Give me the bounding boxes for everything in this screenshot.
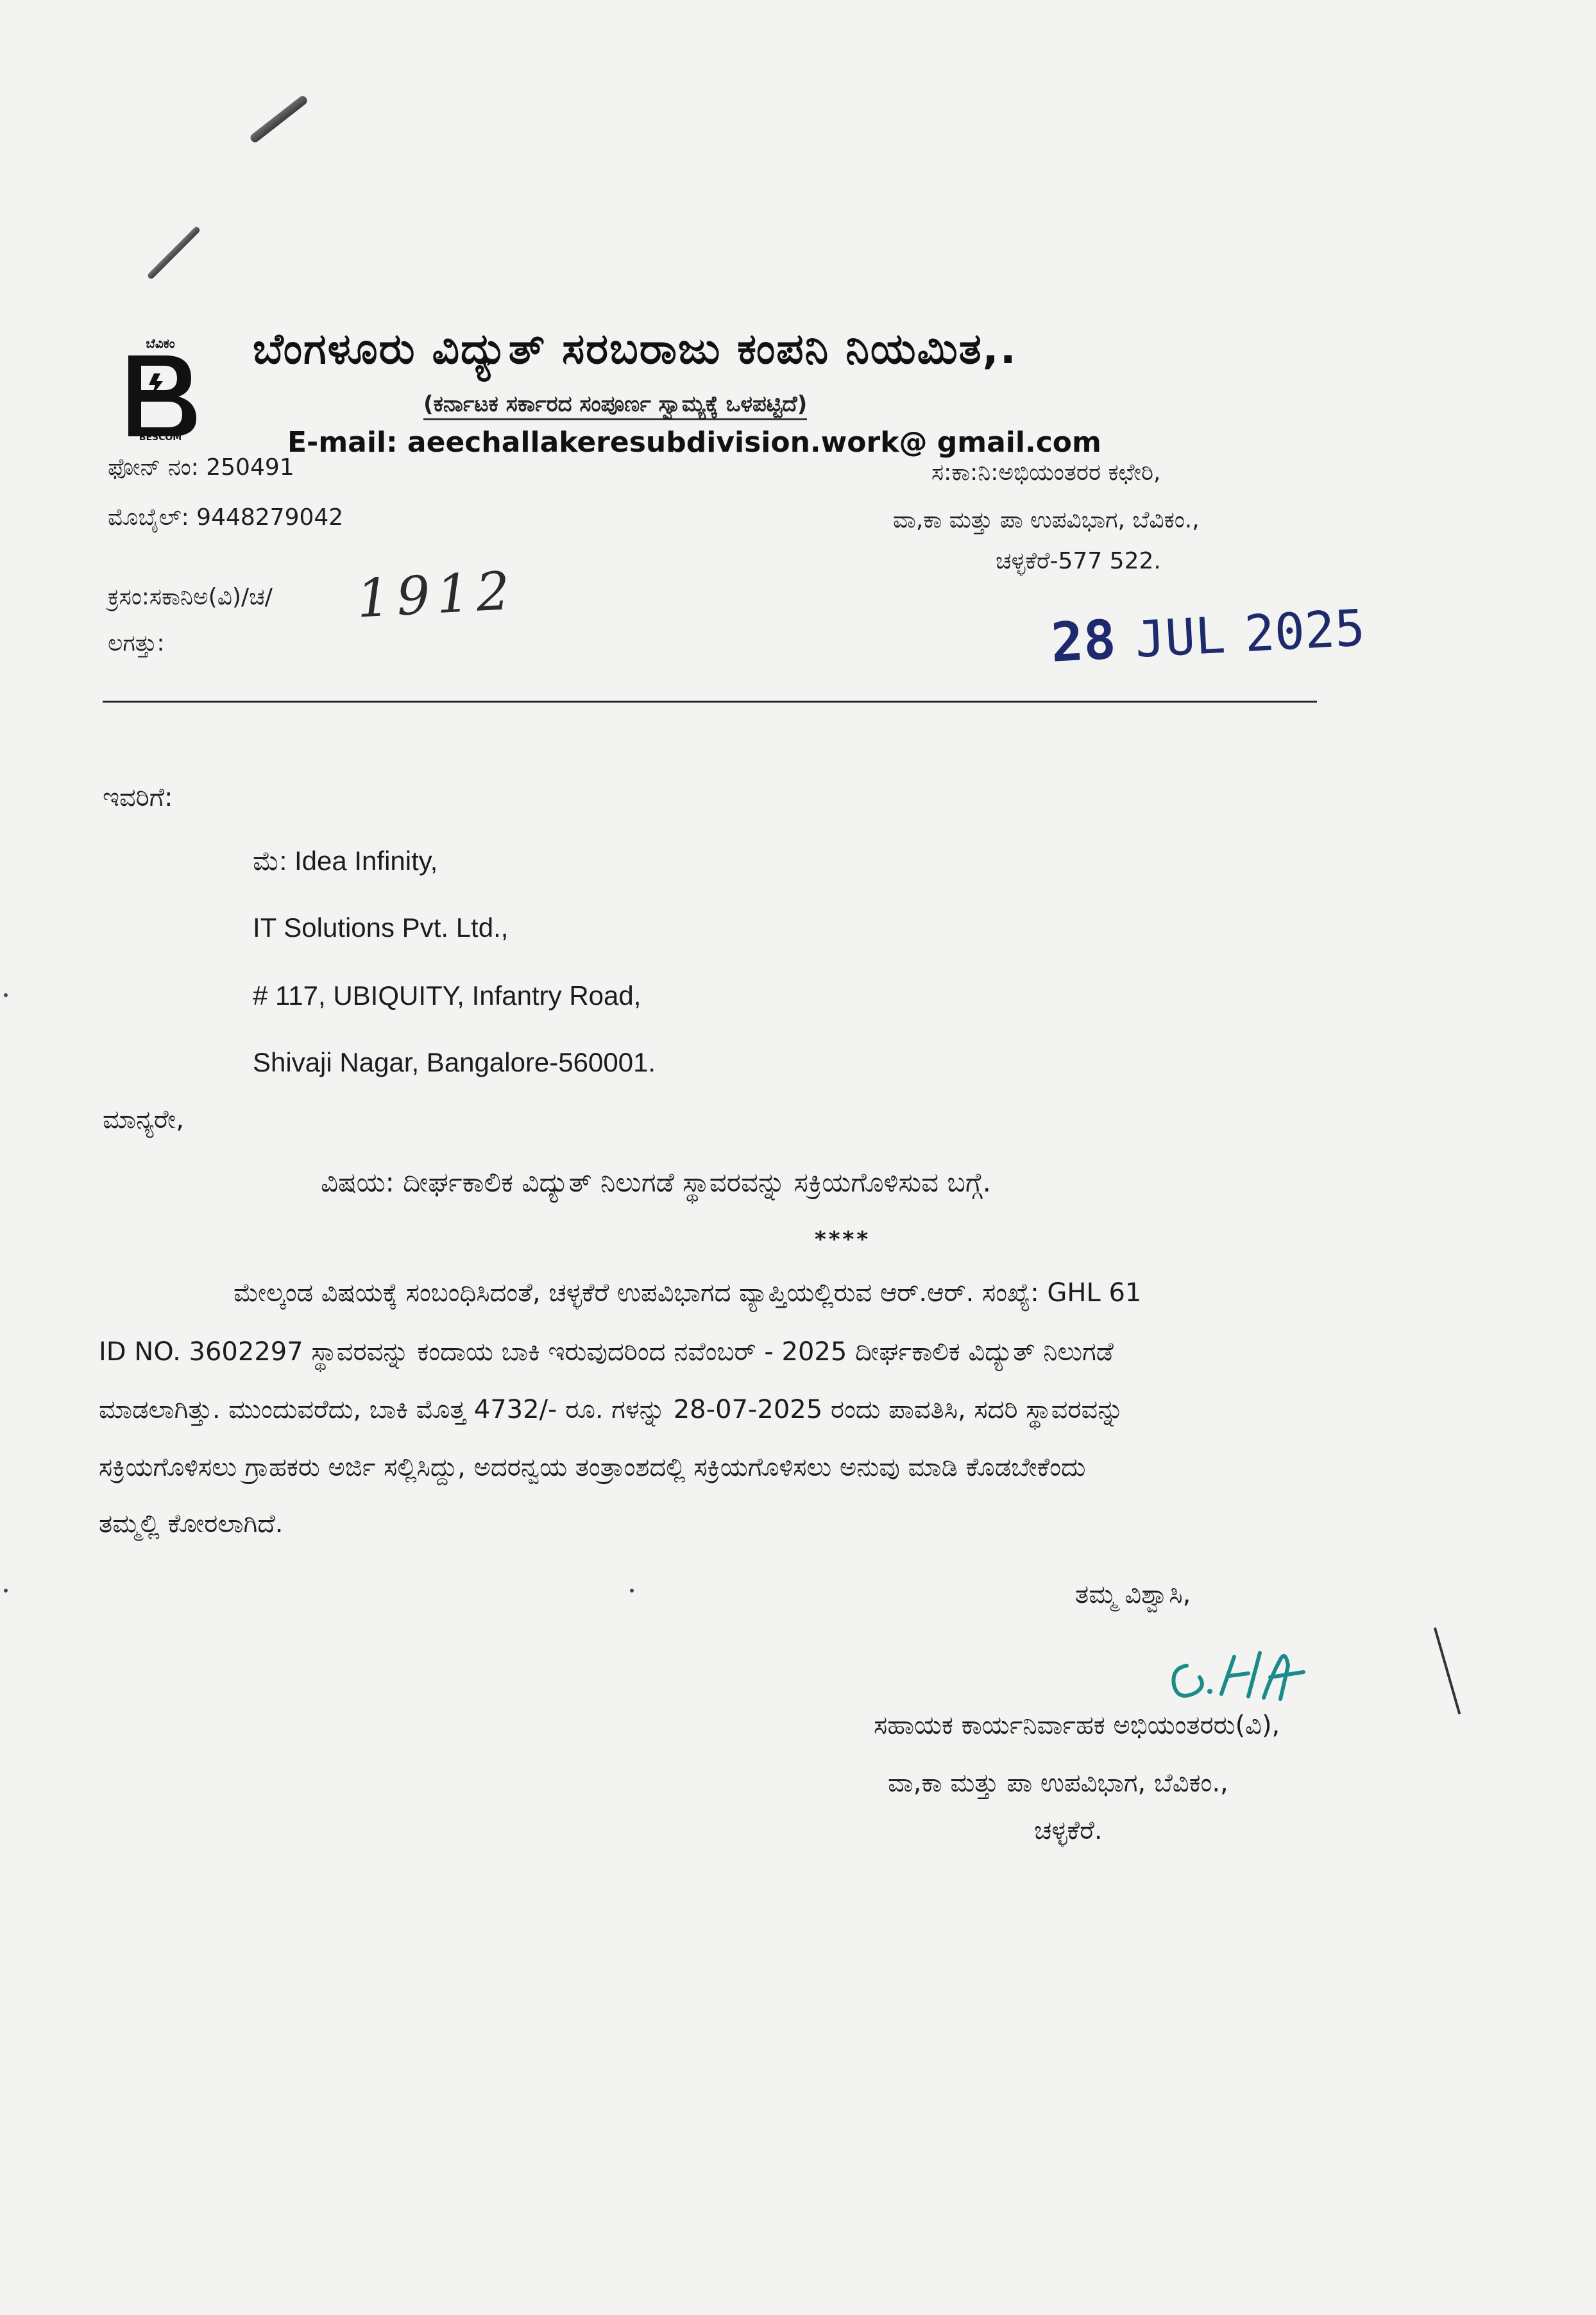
signatory-designation: ಸಹಾಯಕ ಕಾರ್ಯನಿರ್ವಾಹಕ ಅಭಿಯಂತರರು(ವಿ), bbox=[874, 1711, 1280, 1740]
signatory-office: ವಾ,ಕಾ ಮತ್ತು ಪಾ ಉಪವಿಭಾಗ, ಬೆವಿಕಂ., bbox=[888, 1768, 1228, 1798]
signatory-place: ಚಳ್ಳಕೆರೆ. bbox=[1034, 1816, 1103, 1845]
separator-stars: **** bbox=[815, 1227, 871, 1252]
date-stamp-month: JUL bbox=[1133, 606, 1227, 669]
date-stamp bbox=[1049, 595, 1366, 674]
body-line-5: ತಮ್ಮಲ್ಲಿ ಕೋರಲಾಗಿದೆ. bbox=[99, 1509, 284, 1539]
closing-text: ತಮ್ಮ ವಿಶ್ವಾಸಿ, bbox=[1075, 1580, 1191, 1609]
header-divider bbox=[103, 701, 1317, 703]
body-line-3: ಮಾಡಲಾಗಿತ್ತು. ಮುಂದುವರೆದು, ಬಾಕಿ ಮೊತ್ತ 4732/- ರೂ. ಗಳನ್ನು 28-07-2025 ರಂದು ಪಾವತಿಸಿ, ಸದರಿ ಸ್ಥಾವರವನ್ನು bbox=[99, 1395, 1124, 1424]
phone-number: ಫೋನ್ ನಂ: 250491 bbox=[108, 454, 294, 481]
body-line-4: ಸಕ್ರಿಯಗೊಳಿಸಲು ಗ್ರಾಹಕರು ಅರ್ಜಿ ಸಲ್ಲಿಸಿದ್ದು, ಅದರನ್ವಯ ತಂತ್ರಾಂಶದಲ್ಲಿ ಸಕ್ರಿಯಗೊಳಿಸಲು ಅನುವು ಮಾಡಿ ಕೊಡಬೇಕೆಂದು bbox=[99, 1453, 1086, 1482]
email-address: E-mail: aeechallakeresubdivision.work@ gmail.com bbox=[287, 426, 1101, 459]
date-stamp-year: 2025 bbox=[1243, 599, 1367, 663]
mobile-number: ಮೊಬೈಲ್: 9448279042 bbox=[108, 504, 344, 531]
bescom-logo bbox=[115, 334, 205, 441]
office-address-line2: ವಾ,ಕಾ ಮತ್ತು ಪಾ ಉಪವಿಭಾಗ, ಬೆವಿಕಂ., bbox=[893, 507, 1200, 533]
salutation: ಮಾನ್ಯರೇ, bbox=[103, 1105, 184, 1134]
subject-line: ವಿಷಯ: ದೀರ್ಘಕಾಲಿಕ ವಿದ್ಯುತ್ ನಿಲುಗಡೆ ಸ್ಥಾವರವನ್ನು ಸಕ್ರಿಯಗೊಳಿಸುವ ಬಗ್ಗೆ. bbox=[321, 1166, 992, 1198]
staple-pin-top bbox=[249, 94, 309, 144]
recipient-line2: IT Solutions Pvt. Ltd., bbox=[253, 912, 509, 943]
staple-pin-bottom bbox=[146, 226, 201, 280]
reference-label: ಕ್ರಸಂ:ಸಕಾನಿಅ(ವಿ)/ಚ/ bbox=[108, 584, 273, 610]
office-address-line3: ಚಳ್ಳಕೆರೆ-577 522. bbox=[996, 548, 1161, 574]
recipient-line4: Shivaji Nagar, Bangalore-560001. bbox=[253, 1047, 656, 1077]
speck bbox=[4, 1589, 8, 1593]
recipient-line1: ಮೆ: Idea Infinity, bbox=[253, 846, 438, 876]
speck bbox=[630, 1589, 634, 1593]
speck bbox=[4, 993, 8, 997]
svg-text:ಬೆವಿಕಂ: ಬೆವಿಕಂ bbox=[146, 336, 175, 351]
date-stamp-day: 28 bbox=[1049, 608, 1117, 674]
recipient-line3: # 117, UBIQUITY, Infantry Road, bbox=[253, 980, 641, 1011]
company-subtitle: (ಕರ್ನಾಟಕ ಸರ್ಕಾರದ ಸಂಪೂರ್ಣ ಸ್ವಾಮ್ಯಕ್ಕೆ ಒಳಪಟ್ಟಿದೆ) bbox=[423, 391, 807, 420]
handwritten-signature bbox=[1167, 1640, 1315, 1711]
to-label: ಇವರಿಗೆ: bbox=[103, 783, 173, 812]
reference-number-handwritten: 1912 bbox=[355, 560, 518, 630]
body-line-1: ಮೇಲ್ಕಂಡ ವಿಷಯಕ್ಕೆ ಸಂಬಂಧಿಸಿದಂತೆ, ಚಳ್ಳಕೆರೆ ಉಪವಿಭಾಗದ ವ್ಯಾಪ್ತಿಯಲ್ಲಿರುವ ಆರ್.ಆರ್. ಸಂಖ್ಯೆ: GHL 61 bbox=[233, 1278, 1142, 1308]
margin-tick-mark bbox=[1434, 1627, 1461, 1714]
logo-caption: BESCOM bbox=[139, 432, 182, 441]
body-line-2: ID NO. 3602297 ಸ್ಥಾವರವನ್ನು ಕಂದಾಯ ಬಾಕಿ ಇರುವುದರಿಂದ ನವೆಂಬರ್ - 2025 ದೀರ್ಘಕಾಲಿಕ ವಿದ್ಯುತ್ ನಿಲುಗಡೆ bbox=[99, 1337, 1114, 1367]
enclosure-label: ಲಗತ್ತು: bbox=[108, 630, 165, 656]
company-name: ಬೆಂಗಳೂರು ವಿದ್ಯುತ್ ಸರಬರಾಜು ಕಂಪನಿ ನಿಯಮಿತ,. bbox=[253, 324, 1017, 373]
office-address-line1: ಸ:ಕಾ:ನಿ:ಅಭಿಯಂತರರ ಕಛೇರಿ, bbox=[931, 459, 1161, 486]
